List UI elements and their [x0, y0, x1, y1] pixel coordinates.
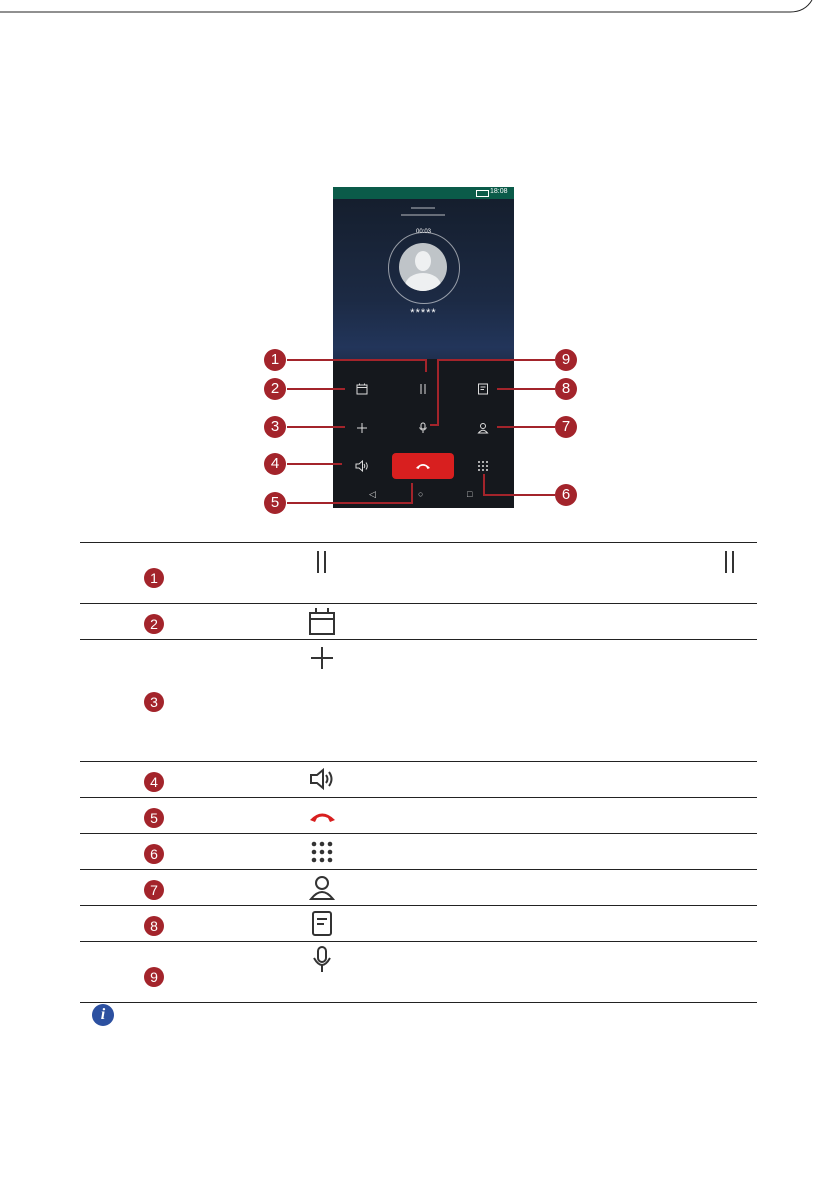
- end-call-icon: [308, 810, 338, 824]
- back-icon[interactable]: ◁: [369, 489, 376, 499]
- table-row: [80, 869, 757, 905]
- microphone-icon: [308, 946, 338, 974]
- row-number: 4: [144, 772, 164, 792]
- callout-4: 4: [264, 453, 286, 475]
- row-number: 2: [144, 614, 164, 634]
- row-number: 1: [144, 568, 164, 588]
- home-icon[interactable]: ○: [418, 489, 424, 499]
- row-number: 6: [144, 844, 164, 864]
- callout-6: 6: [555, 484, 577, 506]
- table-row: [80, 542, 757, 603]
- row-number: 8: [144, 916, 164, 936]
- calendar-icon: [308, 607, 338, 635]
- info-icon: i: [92, 1004, 114, 1026]
- table-row: [80, 905, 757, 941]
- row-number: 7: [144, 880, 164, 900]
- memo-icon: [308, 910, 338, 938]
- callout-8: 8: [555, 378, 577, 400]
- callout-2: 2: [264, 378, 286, 400]
- table-row: [80, 797, 757, 833]
- table-row: [80, 603, 757, 639]
- table-row: [80, 639, 757, 761]
- row-number: 5: [144, 808, 164, 828]
- callout-5: 5: [264, 492, 286, 514]
- callout-1: 1: [264, 349, 286, 371]
- plus-icon: [308, 646, 338, 670]
- call-timer: 00:03: [415, 229, 431, 235]
- pause-icon: [308, 549, 338, 573]
- recents-icon[interactable]: □: [467, 489, 473, 499]
- speaker-icon: [308, 767, 338, 791]
- table-row: [80, 761, 757, 797]
- caller-name: *****: [410, 307, 437, 319]
- legend-table: [80, 542, 757, 1003]
- callout-3: 3: [264, 416, 286, 438]
- contact-icon: [308, 875, 338, 901]
- row-number: 3: [144, 692, 164, 712]
- row-number: 9: [144, 967, 164, 987]
- status-time: 18:08: [490, 188, 508, 195]
- callout-7: 7: [555, 416, 577, 438]
- dialpad-icon: [308, 840, 338, 864]
- pause-icon: [716, 549, 746, 573]
- table-row: [80, 833, 757, 869]
- callout-9: 9: [555, 349, 577, 371]
- table-row: [80, 941, 757, 1003]
